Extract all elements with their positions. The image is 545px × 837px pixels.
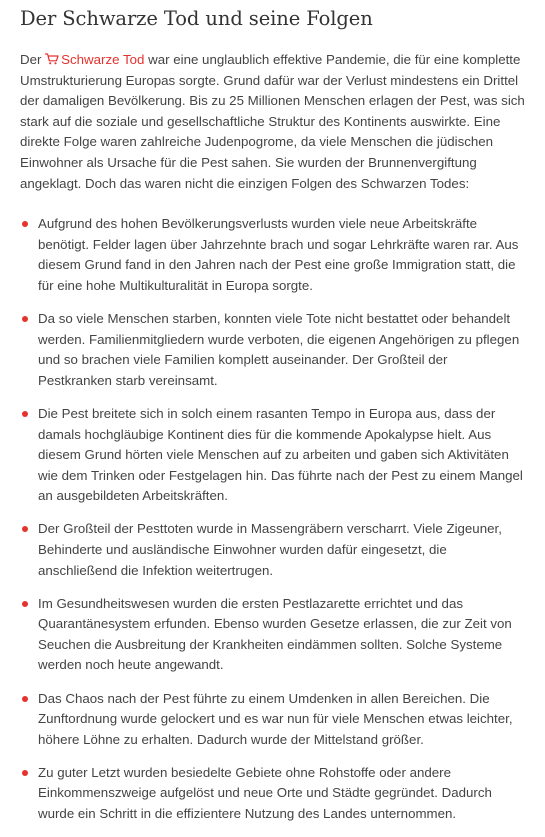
list-item <box>20 594 525 676</box>
list-item-text: Da so viele Menschen starben, konnten viele Tote nicht bestattet oder behandelt werden. Familienmitgliedern wurde verboten, die eigenen Angehörigen zu pflegen und so brachen viele Familien komplett auseinander. Der Großteil der Pestkranken starb vereinsamt. <box>38 311 520 388</box>
link-label: Schwarze Tod <box>61 52 145 67</box>
intro-paragraph <box>20 50 525 194</box>
list-item-text: Im Gesundheitswesen wurden die ersten Pestlazarette errichtet und das Quarantänesystem erfunden. Ebenso wurden Gesetze erlassen, die zur Zeit von Seuchen die Ausbreitung der Krankheiten eindämmen sollten. Solche Systeme werden noch heute angewandt. <box>38 595 512 673</box>
bullet-icon <box>22 770 28 776</box>
article <box>20 0 525 837</box>
bullet-icon <box>22 601 28 607</box>
list-item <box>20 404 525 507</box>
bullet-icon <box>22 316 28 322</box>
list-item-text: Aufgrund des hohen Bevölkerungsverlusts wurden viele neue Arbeitskräfte benötigt. Felder lagen über Jahrzehnte brach und sogar Lehrkräfte waren rar. Aus diesem Grund fand in den Jahren nach der Pest eine große Immigration statt, die für eine hohe Multikulturalität in Europa sorgte. <box>38 216 519 293</box>
list-item-text: Der Großteil der Pesttoten wurde in Massengräbern verscharrt. Viele Zigeuner, Behinderte und ausländische Einwohner wurden dafür eingesetzt, die anschließend die Infektion weitertrugen. <box>38 521 502 578</box>
list-item <box>20 689 525 751</box>
schwarze-tod-link[interactable] <box>45 52 144 67</box>
intro-text: war eine unglaublich effektive Pandemie, die für eine komplette Umstrukturierung Europas sorgte. Grund dafür war der Verlust mindestens ein Drittel der damaligen Bevölkerung. Bis zu 25 Millionen Menschen erlagen der Pest, was sich stark auf die soziale und gesellschaftliche Struktur des Kontinents auswirkte. Eine direkte Folge waren zahlreiche Judenpogrome, da viele Menschen die jüdischen Einwohner als Ursache für die Pest sahen. Sie wurden der Brunnenvergiftung angeklagt. Doch das waren nicht die einzigen Folgen des Schwarzen Todes: <box>20 52 525 191</box>
list-item <box>20 309 525 391</box>
list-item-text: Zu guter Letzt wurden besiedelte Gebiete ohne Rohstoffe oder andere Einkommenszweige aufgelöst und neue Orte und Städte gegründet. Dadurch wurde ein Schritt in die effizientere Nutzung des Landes unternommen. <box>38 764 492 821</box>
list-item-text: Die Pest breitete sich in solch einem rasanten Tempo in Europa aus, dass der damals hochgläubige Kontinent dies für die kommende Apokalypse hielt. Aus diesem Grund hörten viele Menschen auf zu arbeiten und gaben sich Aktivitäten wie dem Trinken oder Festgelagen hin. Das führte nach der Pest zu einem Mangel an ausgebildeten Arbeitskräften. <box>38 405 523 504</box>
bullet-icon <box>22 411 28 417</box>
consequences-list <box>20 214 525 824</box>
list-item <box>20 519 525 581</box>
article-title: Der Schwarze Tod und seine Folgen <box>20 7 373 30</box>
list-item-text: Das Chaos nach der Pest führte zu einem Umdenken in allen Bereichen. Die Zunftordnung wurde gelockert und es war nun für viele Menschen etwas leichter, höhere Löhne zu erhalten. Dadurch wurde der Mittelstand größer. <box>38 690 513 747</box>
bullet-icon <box>22 526 28 532</box>
bullet-icon <box>22 221 28 227</box>
list-item <box>20 214 525 296</box>
cart-icon <box>45 53 59 65</box>
list-item <box>20 763 525 825</box>
intro-prefix: Der <box>20 52 46 67</box>
bullet-icon <box>22 696 28 702</box>
